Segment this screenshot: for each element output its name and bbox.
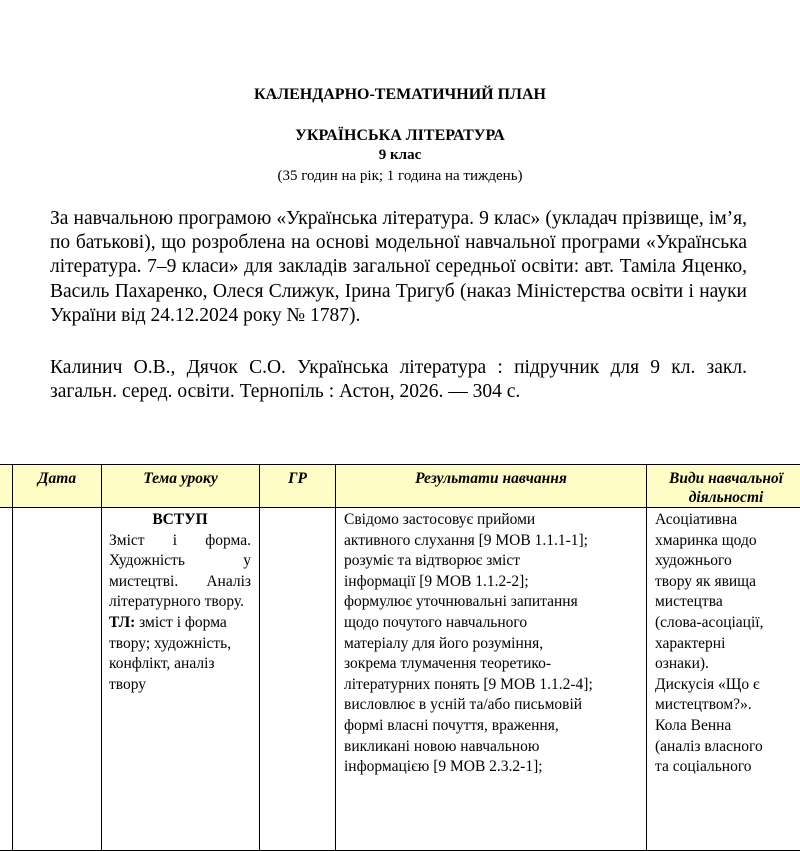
header-date: Дата — [13, 465, 102, 508]
results-text: Свідомо застосовує прийоми активного слухання [9 МОВ 1.1.1-1]; розуміє та відтворює зміст інформації [9 МОВ 1.1.2-2]; формулює уточнювальні запитання щодо почутого навчального матеріалу для його розуміння, зокрема тлумачення теоретико- літературних понять [9 МОВ 1.1.2-4]; висловлює в усній та/або письмовій формі власні почуття, враження, викликані новою навчальною інформацією [9 МОВ 2.3.2-1]; — [344, 510, 640, 778]
topic-title: ВСТУП — [109, 510, 251, 531]
header-gr: ГР — [260, 465, 336, 508]
cell-date — [13, 508, 102, 851]
cell-results — [336, 508, 647, 851]
cell-activities — [647, 508, 800, 851]
subject-title: УКРАЇНСЬКА ЛІТЕРАТУРА — [0, 127, 800, 145]
cell-number — [0, 508, 13, 851]
header-number — [0, 465, 13, 508]
theory-text: зміст і форма твору; художність, конфлікт, аналіз твору — [109, 614, 231, 693]
cell-topic — [102, 508, 260, 851]
header-activities: Види навчальної діяльності — [647, 465, 800, 508]
lesson-plan-table — [0, 464, 800, 851]
table-header-row — [0, 465, 800, 508]
hours-label: (35 годин на рік; 1 година на тиждень) — [0, 168, 800, 185]
program-paragraph: За навчальною програмою «Українська література. 9 клас» (укладач прізвище, ім’я, по батькові), що розроблена на основі модельної навчальної програми «Українська література. 7–9 класи» для закладів загальної середньої освіти: авт. Таміла Яценко, Василь Пахаренко, Олеся Слижук, Ірина Тригуб (наказ Міністерства освіти і науки України від 24.12.2024 року № 1787). — [50, 207, 747, 328]
theory-line — [109, 613, 251, 695]
textbook-paragraph: Калинич О.В., Дячок С.О. Українська література : підручник для 9 кл. закл. загальн. серед. освіти. Тернопіль : Астон, 2026. — 304 с. — [50, 356, 747, 404]
theory-label: ТЛ: — [109, 614, 135, 631]
activities-text: Асоціативна хмаринка щодо художнього твору як явища мистецтва (слова-асоціації, характерні ознаки). Дискусія «Що є мистецтвом?». Кола Венна (аналіз власного та соціального — [655, 510, 800, 778]
page-title: КАЛЕНДАРНО-ТЕМАТИЧНИЙ ПЛАН — [0, 86, 800, 104]
header-topic: Тема уроку — [102, 465, 260, 508]
topic-text: Зміст і форма. Художність у мистецтві. Аналіз літературного твору. — [109, 531, 251, 613]
table-row — [0, 508, 800, 851]
header-results: Результати навчання — [336, 465, 647, 508]
grade-label: 9 клас — [0, 147, 800, 164]
cell-gr — [260, 508, 336, 851]
